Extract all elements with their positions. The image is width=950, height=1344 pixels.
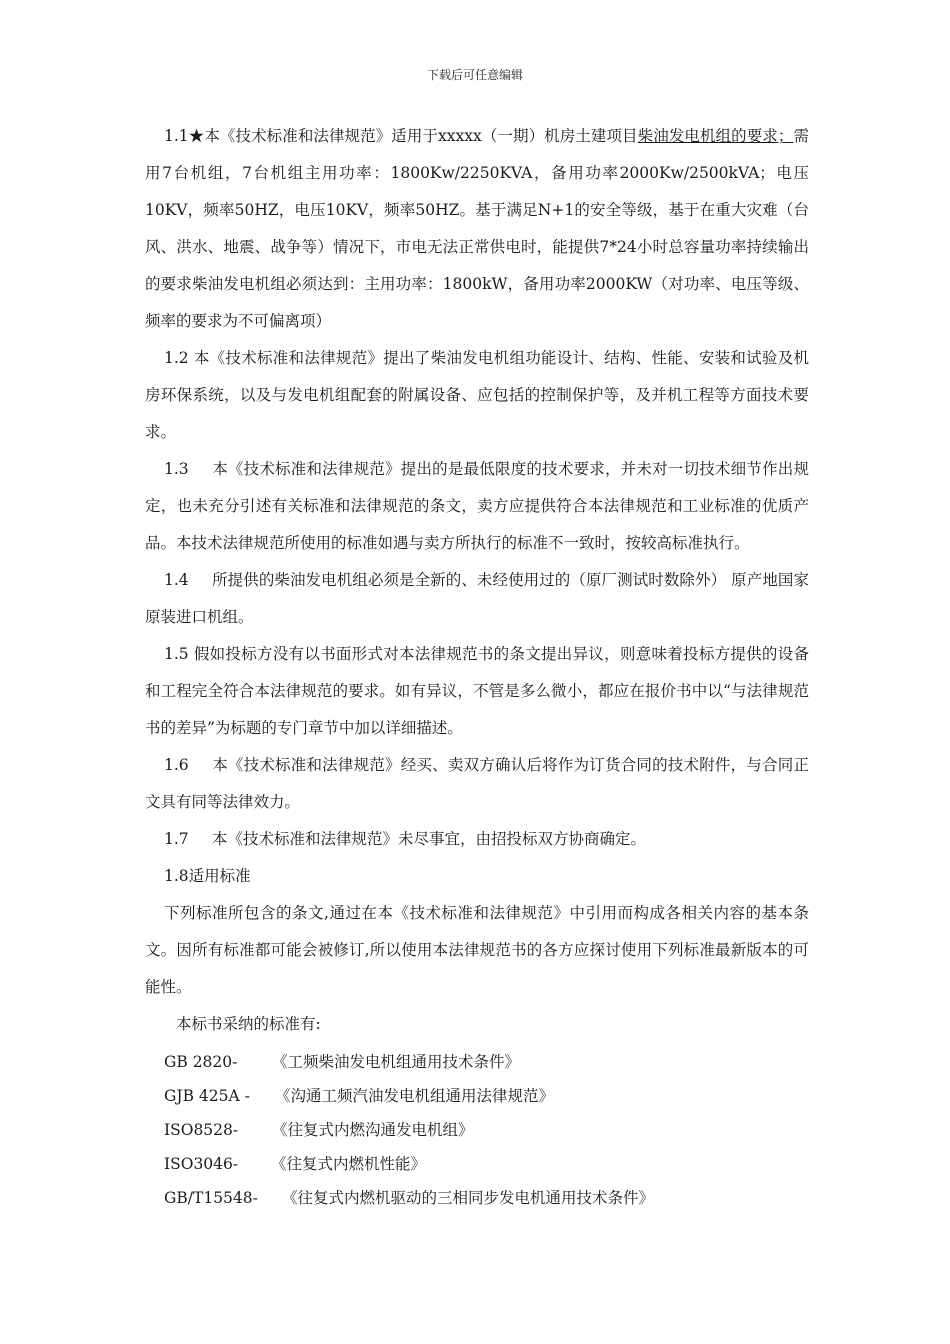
clause-number: 1.5 [164,645,189,663]
standard-code: ISO8528- [164,1121,239,1139]
clause-number: 1.3 [164,460,189,478]
clause-number: 1.1 [164,127,189,145]
clause-number: 1.4 [164,571,189,589]
clause-1-3 [145,451,809,562]
underlined-text: 柴油发电机组的要求； [637,127,794,145]
clause-number: 1.6 [164,756,189,774]
standard-item [145,1181,809,1215]
standard-code: GB 2820- [164,1053,238,1071]
clause-1-6 [145,747,809,821]
clause-text: 本《技术标准和法律规范》经买、卖双方确认后将作为订货合同的技术附件，与合同正文具有同等法律效力。 [145,756,809,811]
clause-text: 本《技术标准和法律规范》提出的是最低限度的技术要求，并未对一切技术细节作出规定，也未充分引述有关标准和法律规范的条文，卖方应提供符合本法律规范和工业标准的优质产品。本技术法律规范所使用的标准如遇与卖方所执行的标准不一致时，按较高标准执行。 [145,460,809,552]
clause-1-2 [145,340,809,451]
document-body [145,118,809,1215]
standard-code: GB/T15548- [164,1189,258,1207]
page-header: 下载后可任意编辑 [426,68,523,82]
standards-list-label: 本标书采纳的标准有: [176,1015,321,1033]
clause-text: 本《技术标准和法律规范》提出了柴油发电机组功能设计、结构、性能、安装和试验及机房环保系统，以及与发电机组配套的附属设备、应包括的控制保护等，及并机工程等方面技术要求。 [145,349,809,441]
section-heading: 1.8适用标准 [164,867,251,885]
standard-code: ISO3046- [164,1155,239,1173]
standard-code: GJB 425A - [164,1087,250,1105]
clause-text: 假如投标方没有以书面形式对本法律规范书的条文提出异议，则意味着投标方提供的设备和工程完全符合本法律规范的要求。如有异议，不管是多么微小，都应在报价书中以“与法律规范书的差异”为标题的专门章节中加以详细描述。 [145,645,809,737]
clause-1-1 [145,118,809,340]
standard-title: 《往复式内燃机驱动的三相同步发电机通用技术条件》 [282,1189,655,1207]
standard-title: 《沟通工频汽油发电机组通用法律规范》 [275,1087,555,1105]
clause-1-5 [145,636,809,747]
clause-number: 1.2 [164,349,189,367]
star-icon: ★ [188,127,205,145]
standard-item [145,1147,809,1181]
standard-title: 《往复式内燃机性能》 [271,1155,427,1173]
clause-1-7 [145,821,809,858]
clause-text: 所提供的柴油发电机组必须是全新的、未经使用过的（原厂测试时数除外） 原产地国家原装进口机组。 [145,571,809,626]
standard-title: 《工频柴油发电机组通用技术条件》 [272,1053,521,1071]
standards-intro: 下列标准所包含的条文,通过在本《技术标准和法律规范》中引用而构成各相关内容的基本条文。因所有标准都可能会被修订,所以使用本法律规范书的各方应探讨使用下列标准最新版本的可能性。 [145,904,809,996]
standard-item [145,1045,809,1079]
clause-number: 1.7 [164,830,189,848]
standard-title: 《往复式内燃沟通发电机组》 [272,1121,474,1139]
clause-1-4 [145,562,809,636]
standard-item [145,1113,809,1147]
clause-text: 需用7台机组，7台机组主用功率：1800Kw/2250KVA，备用功率2000Kw/2500kVA；电压10KV，频率50HZ，电压10KV，频率50HZ。基于满足N+1的安全等级，基于在重大灾难（台风、洪水、地震、战争等）情况下，市电无法正常供电时，能提供7*24小时总容量功率持续输出的要求柴油发电机组必须达到：主用功率：1800kW，备用功率2000KW（对功率、电压等级、频率的要求为不可偏离项） [145,127,809,330]
standard-item [145,1079,809,1113]
clause-text: 本《技术标准和法律规范》适用于xxxxx（一期）机房土建项目 [204,127,638,145]
clause-text: 本《技术标准和法律规范》未尽事宜，由招投标双方协商确定。 [212,830,647,848]
